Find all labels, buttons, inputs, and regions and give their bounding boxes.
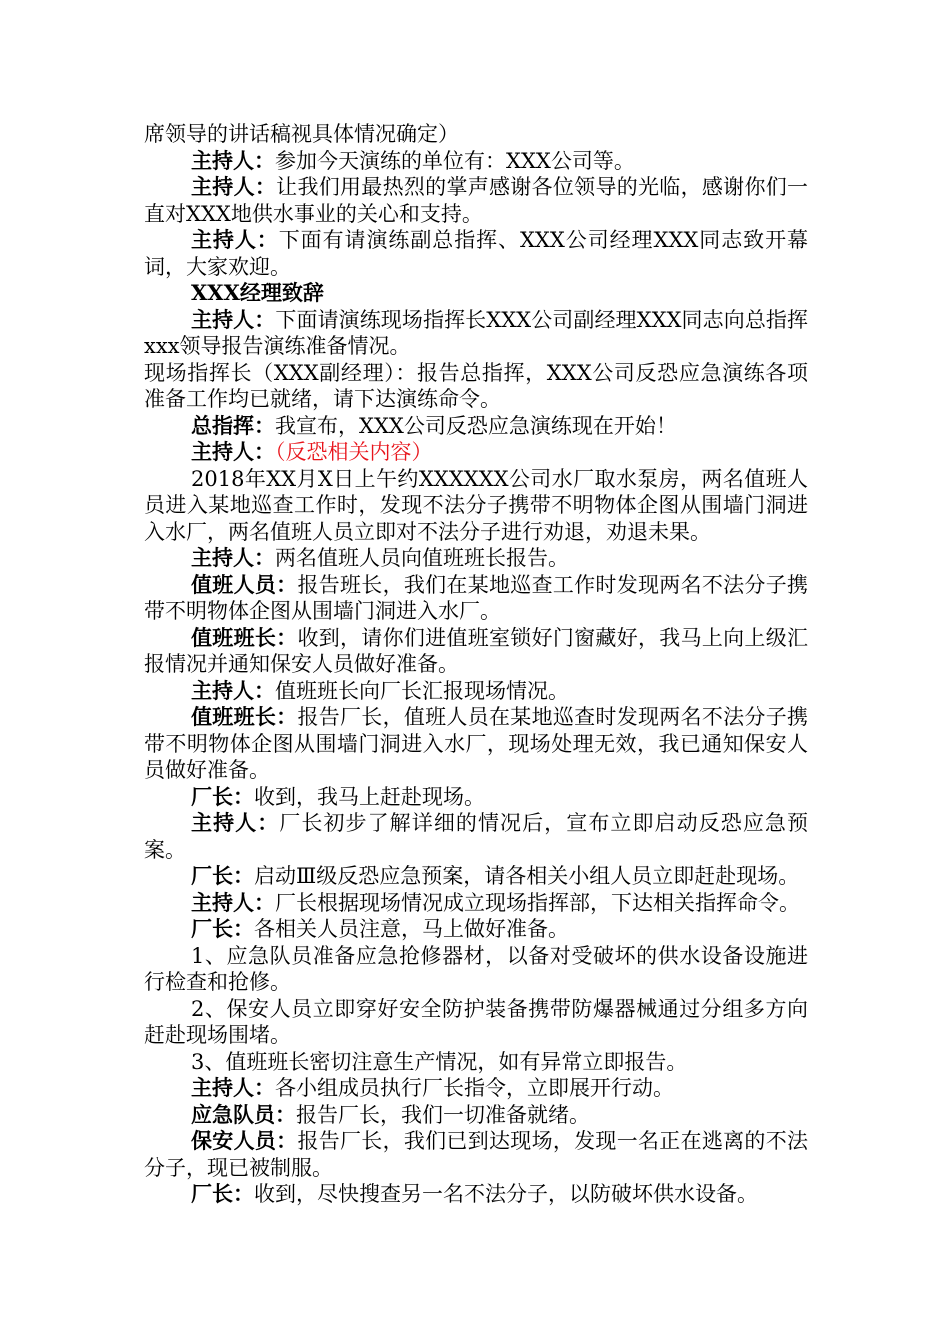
paragraph	[144, 1102, 808, 1129]
speaker-label: 厂长：	[191, 863, 254, 888]
speaker-label: 主持人：	[191, 889, 275, 915]
paragraph-text: 我宣布，XXX公司反恐应急演练现在开始！	[275, 413, 677, 438]
list-item	[144, 943, 808, 996]
paragraph	[144, 307, 808, 360]
speaker-label: 厂长：	[191, 1181, 254, 1206]
paragraph-text: 收到，我马上赶赴现场。	[254, 784, 485, 809]
speaker-label: 厂长：	[191, 783, 254, 809]
paragraph-text: 报告厂长，值班人员在某地巡查时发现两名不法分子携带不明物体企图从围墙门洞进入水厂，现场处理无效，我已通知保安人员做好准备。	[144, 705, 809, 782]
paragraph	[144, 439, 808, 466]
paragraph-text: 2、保安人员立即穿好安全防护装备携带防爆器械通过分组多方向赶赴现场围堵。	[144, 996, 808, 1047]
speaker-label: 总指挥：	[191, 412, 275, 438]
speaker-label: 主持人：	[191, 545, 275, 570]
paragraph	[144, 810, 808, 863]
speaker-label: 主持人：	[191, 306, 276, 332]
speaker-label: 主持人：	[191, 439, 275, 464]
paragraph	[144, 572, 808, 625]
paragraph	[144, 360, 808, 413]
paragraph-text: 现场指挥长（XXX副经理）：报告总指挥，XXX公司反恐应急演练各项准备工作均已就绪，请下达演练命令。	[144, 360, 808, 411]
paragraph	[144, 625, 808, 678]
paragraph-text: 报告厂长，我们已到达现场，发现一名正在逃离的不法分子，现已被制服。	[144, 1129, 809, 1180]
paragraph	[144, 704, 808, 784]
speaker-label: 主持人：	[191, 227, 279, 252]
paragraph	[144, 545, 808, 572]
speaker-label: 值班班长：	[191, 624, 298, 650]
speaker-label: XXX经理致辞	[191, 280, 324, 305]
paragraph-text: 下面请演练现场指挥长XXX公司副经理XXX同志向总指挥xxx领导报告演练准备情况。	[144, 307, 809, 358]
paragraph	[144, 678, 808, 705]
paragraph	[144, 121, 808, 148]
speaker-label: 厂长：	[191, 916, 254, 941]
document-page	[144, 121, 808, 1208]
speaker-label: 保安人员：	[191, 1128, 298, 1153]
speaker-label: 值班人员：	[191, 571, 298, 597]
speaker-label: 主持人：	[191, 147, 275, 173]
paragraph	[144, 1128, 808, 1181]
section-heading	[144, 280, 808, 307]
paragraph-text: 两名值班人员向值班班长报告。	[275, 546, 569, 570]
paragraph-text: 下面有请演练副总指挥、XXX公司经理XXX同志致开幕词，大家欢迎。	[144, 228, 809, 279]
speaker-label: 应急队员：	[191, 1101, 296, 1127]
list-item	[144, 996, 808, 1049]
paragraph-text: 报告班长，我们在某地巡查工作时发现两名不法分子携带不明物体企图从围墙门洞进入水厂。	[144, 572, 809, 623]
paragraph-text: 2018年XX月X日上午约XXXXXX公司水厂取水泵房，两名值班人员进入某地巡查工作时，发现不法分子携带不明物体企图从围墙门洞进入水厂，两名值班人员立即对不法分子进行劝退，劝退未果。	[144, 466, 808, 544]
paragraph	[144, 174, 808, 227]
speaker-label: 主持人：	[191, 174, 277, 199]
paragraph	[144, 784, 808, 811]
paragraph-text: 参加今天演练的单位有：XXX公司等。	[275, 148, 635, 173]
paragraph-text: 席领导的讲话稿视具体情况确定）	[144, 122, 459, 146]
speaker-label: 主持人：	[191, 1075, 275, 1100]
speaker-label: 主持人：	[191, 810, 280, 835]
speaker-label: 值班班长：	[191, 704, 298, 729]
paragraph	[144, 148, 808, 175]
paragraph-text: 值班班长向厂长汇报现场情况。	[275, 678, 569, 703]
paragraph-text: 各相关人员注意，马上做好准备。	[254, 917, 569, 941]
list-item	[144, 1049, 808, 1076]
paragraph	[144, 227, 808, 280]
paragraph	[144, 1181, 808, 1208]
paragraph-text: 厂长初步了解详细的情况后，宣布立即启动反恐应急预案。	[144, 811, 808, 862]
paragraph-text: 各小组成员执行厂长指令，立即展开行动。	[275, 1076, 674, 1100]
paragraph	[144, 890, 808, 917]
paragraph-text: 让我们用最热烈的掌声感谢各位领导的光临，感谢你们一直对XXX地供水事业的关心和支持。	[144, 175, 809, 226]
paragraph-text: 收到，请你们进值班室锁好门窗藏好，我马上向上级汇报情况并通知保安人员做好准备。	[144, 625, 809, 676]
paragraph	[144, 916, 808, 943]
speaker-label: 主持人：	[191, 677, 275, 703]
paragraph-text: 厂长根据现场情况成立现场指挥部，下达相关指挥命令。	[275, 890, 800, 915]
paragraph	[144, 1075, 808, 1102]
paragraph	[144, 466, 808, 546]
paragraph-text: 1、应急队员准备应急抢修器材，以备对受破坏的供水设备设施进行检查和抢修。	[144, 943, 808, 994]
paragraph-text: 启动Ⅲ级反恐应急预案，请各相关小组人员立即赶赴现场。	[254, 864, 800, 888]
paragraph-text: 3、值班班长密切注意生产情况，如有异常立即报告。	[191, 1049, 688, 1074]
paragraph-text: 报告厂长，我们一切准备就绪。	[296, 1102, 590, 1127]
highlighted-text: （反恐相关内容）	[275, 440, 433, 464]
paragraph	[144, 413, 808, 440]
paragraph-text: 收到，尽快搜查另一名不法分子，以防破坏供水设备。	[254, 1182, 758, 1206]
paragraph	[144, 863, 808, 890]
